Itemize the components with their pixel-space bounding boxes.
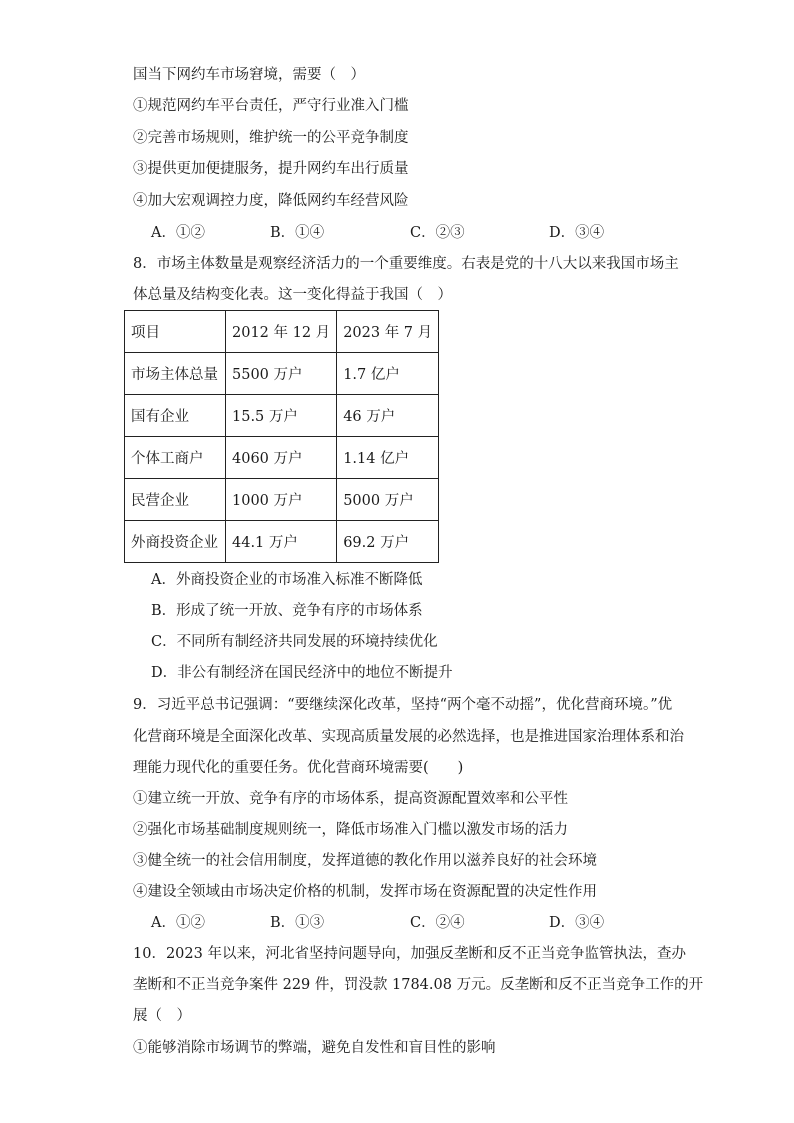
q9-choice-d: D．③④ [549, 915, 605, 931]
q9-stem-line-3: 理能力现代化的重要任务。优化营商环境需要( ) [133, 760, 464, 776]
market-entity-table [124, 310, 439, 563]
q9-item-3: ③健全统一的社会信用制度，发挥道德的教化作用以滋养良好的社会环境 [133, 853, 597, 869]
table-cell: 15.5 万户 [226, 395, 337, 437]
q9-item-4: ④建设全领域由市场决定价格的机制，发挥市场在资源配置的决定性作用 [133, 884, 597, 900]
table-header-cell: 项目 [125, 311, 226, 353]
table-cell: 4060 万户 [226, 437, 337, 479]
q9-item-2: ②强化市场基础制度规则统一，降低市场准入门槛以激发市场的活力 [133, 822, 568, 838]
q7-item-3: ③提供更加便捷服务，提升网约车出行质量 [133, 161, 409, 177]
table-cell: 市场主体总量 [125, 353, 226, 395]
q8-choice-a: A．外商投资企业的市场准入标准不断降低 [151, 572, 423, 588]
q7-choice-c: C．②③ [410, 225, 465, 241]
table-cell: 1.14 亿户 [337, 437, 439, 479]
q10-stem-line-2: 垄断和不正当竞争案件 229 件，罚没款 1784.08 万元。反垄断和反不正当竞争工作的开 [133, 977, 704, 993]
table-row [125, 479, 439, 521]
table-row [125, 521, 439, 563]
table-cell: 5500 万户 [226, 353, 337, 395]
q9-choice-a: A．①② [151, 915, 205, 931]
q7-choice-d: D．③④ [549, 225, 605, 241]
q7-item-1: ①规范网约车平台责任，严守行业准入门槛 [133, 98, 409, 114]
q10-stem-line-3: 展（ ） [133, 1008, 191, 1024]
q8-stem-line-2: 体总量及结构变化表。这一变化得益于我国（ ） [133, 287, 452, 303]
table-cell: 个体工商户 [125, 437, 226, 479]
q8-choice-b: B．形成了统一开放、竞争有序的市场体系 [151, 603, 423, 619]
q7-choice-b: B．①④ [270, 225, 325, 241]
q10-stem-line-1: 10．2023 年以来，河北省坚持问题导向，加强反垄断和反不正当竞争监管执法，查办 [133, 946, 686, 962]
q10-item-1: ①能够消除市场调节的弊端，避免自发性和盲目性的影响 [133, 1040, 496, 1056]
table-cell: 1000 万户 [226, 479, 337, 521]
table-cell: 1.7 亿户 [337, 353, 439, 395]
table-cell: 国有企业 [125, 395, 226, 437]
q7-choice-a: A．①② [151, 225, 205, 241]
table-header-cell: 2023 年 7 月 [337, 311, 439, 353]
table-cell: 民营企业 [125, 479, 226, 521]
q7-item-4: ④加大宏观调控力度，降低网约车经营风险 [133, 193, 409, 209]
q7-item-2: ②完善市场规则，维护统一的公平竞争制度 [133, 130, 409, 146]
q9-choice-b: B．①③ [270, 915, 325, 931]
q9-choice-c: C．②④ [410, 915, 465, 931]
q9-stem-line-1: 9．习近平总书记强调：“要继续深化改革，坚持“两个毫不动摇”，优化营商环境。”优 [133, 697, 673, 713]
table-cell: 44.1 万户 [226, 521, 337, 563]
table-row [125, 437, 439, 479]
table-cell: 69.2 万户 [337, 521, 439, 563]
table-cell: 外商投资企业 [125, 521, 226, 563]
q9-stem-line-2: 化营商环境是全面深化改革、实现高质量发展的必然选择，也是推进国家治理体系和治 [133, 729, 684, 745]
table-header-row [125, 311, 439, 353]
table-cell: 5000 万户 [337, 479, 439, 521]
q8-choice-d: D．非公有制经济在国民经济中的地位不断提升 [151, 665, 453, 681]
q9-item-1: ①建立统一开放、竞争有序的市场体系，提高资源配置效率和公平性 [133, 791, 568, 807]
table-row [125, 395, 439, 437]
table-cell: 46 万户 [337, 395, 439, 437]
table-row [125, 353, 439, 395]
q8-stem-line-1: 8．市场主体数量是观察经济活力的一个重要维度。右表是党的十八大以来我国市场主 [133, 256, 679, 272]
q7-stem-tail: 国当下网约车市场窘境，需要（ ） [133, 67, 365, 83]
q8-choice-c: C．不同所有制经济共同发展的环境持续优化 [151, 634, 438, 650]
table-header-cell: 2012 年 12 月 [226, 311, 337, 353]
